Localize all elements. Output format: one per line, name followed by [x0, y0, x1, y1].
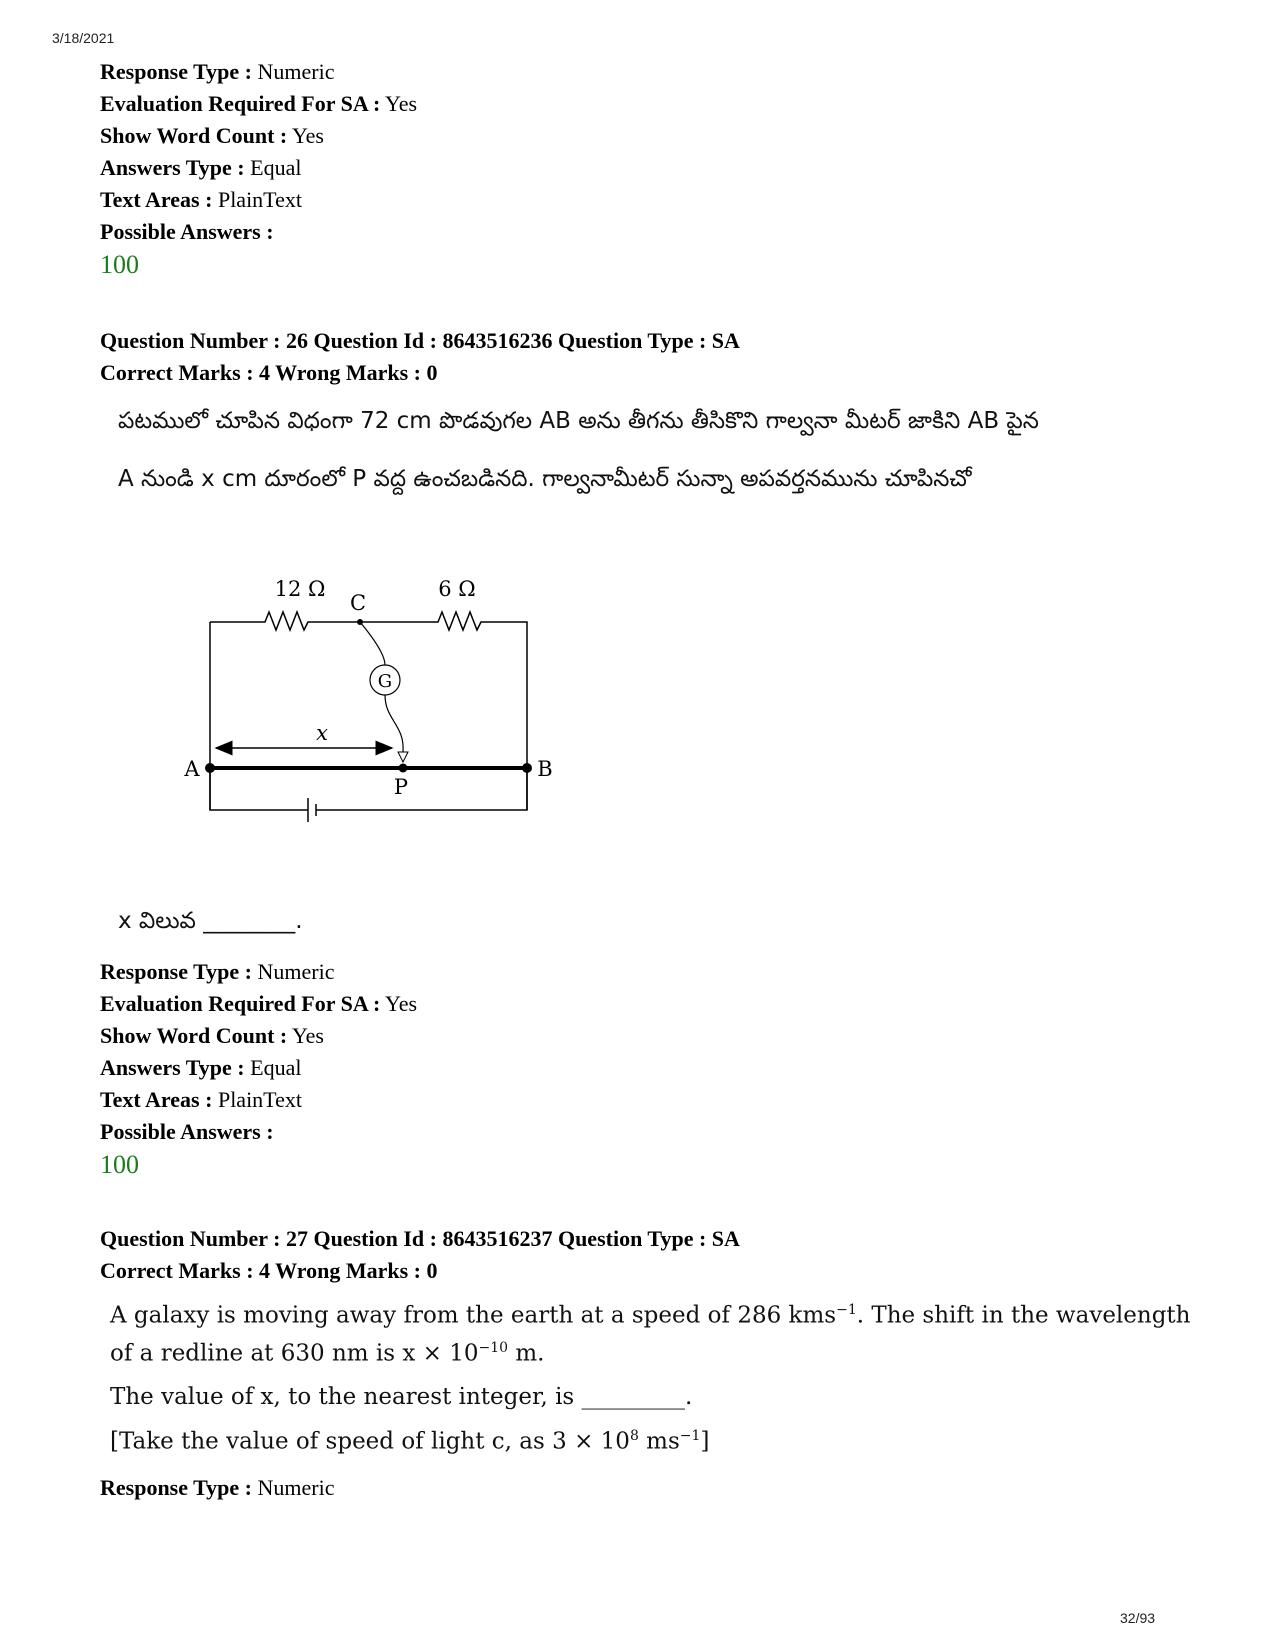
question-header: Question Number : 26 Question Id : 8643516236 Question Type : SA	[100, 328, 740, 353]
question-text-line-4: [Take the value of speed of light c, as $3 \times 10^8$ $ms^{-1}$]	[110, 1428, 710, 1455]
question-text-line-1: పటములో చూపిన విధంగా 72 cm పొడవుగల AB అను తీగను తీసికొని గాల్వనా మీటర్ జాకిని AB పైన	[118, 408, 1039, 434]
bottom-wire	[210, 768, 527, 810]
meta-response-type: Response Type : Numeric	[100, 1475, 335, 1500]
jockey-wire	[385, 695, 403, 752]
label-12-ohm: 12 Ω	[274, 577, 326, 601]
question-text-line-2: of a redline at 630 nm is $x \times 10^{-10}$ m.	[110, 1340, 545, 1367]
meta-response-type: Response Type : Numeric	[100, 959, 335, 984]
meta-answers-type: Answers Type : Equal	[100, 1055, 302, 1080]
page-number: 32/93	[1120, 1610, 1156, 1626]
label-c: C	[349, 591, 367, 615]
meta-answers-type: Answers Type : Equal	[100, 155, 302, 180]
meta-evaluation-required: Evaluation Required For SA : Yes	[100, 991, 418, 1016]
meta-show-word-count: Show Word Count : Yes	[100, 1023, 324, 1048]
galvanometer-wire-top	[360, 622, 385, 665]
print-date: 3/18/2021	[52, 30, 115, 46]
label-g: G	[377, 671, 393, 692]
question-text-line-2: A నుండి x cm దూరంలో P వద్ద ఉంచబడినది. గాల్వనామీటర్ సున్నా అపవర్తనమును చూపినచో	[118, 466, 972, 492]
meta-response-type: Response Type : Numeric	[100, 59, 335, 84]
possible-answer-value: 100	[100, 1150, 139, 1179]
label-p: P	[393, 775, 409, 799]
question-header: Question Number : 27 Question Id : 8643516237 Question Type : SA	[100, 1226, 740, 1251]
resistor-12-ohm	[210, 612, 360, 630]
question-marks: Correct Marks : 4 Wrong Marks : 0	[100, 1258, 438, 1283]
meta-possible-answers: Possible Answers :	[100, 219, 274, 244]
meta-show-word-count: Show Word Count : Yes	[100, 123, 324, 148]
label-a: A	[184, 757, 200, 781]
question-blank-line: x విలువ ________.	[118, 908, 303, 934]
resistor-6-ohm	[360, 612, 527, 810]
meta-possible-answers: Possible Answers :	[100, 1119, 274, 1144]
question-marks: Correct Marks : 4 Wrong Marks : 0	[100, 360, 438, 385]
label-b: B	[537, 757, 553, 781]
node-c	[357, 619, 363, 625]
label-x: x	[316, 721, 328, 745]
meta-text-areas: Text Areas : PlainText	[100, 1087, 302, 1112]
question-text-line-3: The value of x, to the nearest integer, is _________.	[110, 1384, 693, 1410]
circuit-diagram	[170, 560, 590, 840]
label-6-ohm: 6 Ω	[438, 577, 476, 601]
node-p	[399, 764, 408, 773]
jockey-tip	[398, 752, 408, 762]
meta-text-areas: Text Areas : PlainText	[100, 187, 302, 212]
meta-evaluation-required: Evaluation Required For SA : Yes	[100, 91, 418, 116]
question-text-line-1: A galaxy is moving away from the earth at a speed of 286 kms$^{-1}$. The shift in the wavelength	[110, 1302, 1191, 1329]
possible-answer-value: 100	[100, 250, 139, 279]
